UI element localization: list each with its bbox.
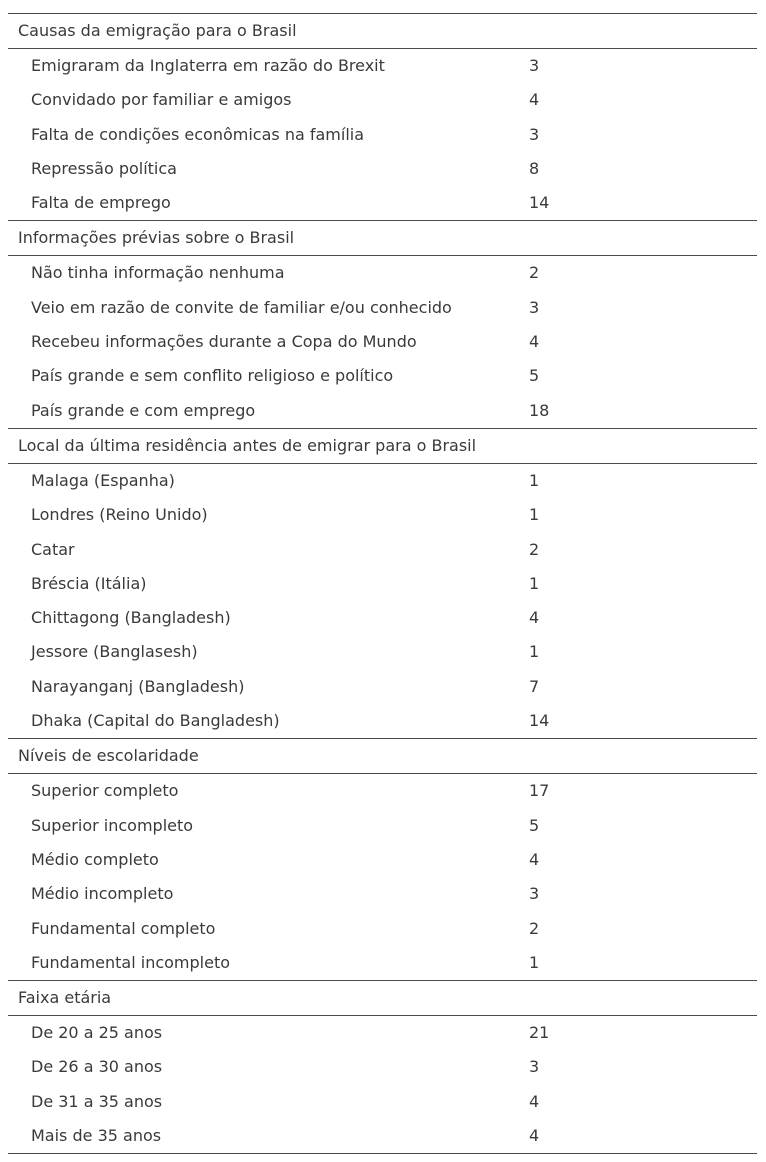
row-label: Narayanganj (Bangladesh) xyxy=(31,676,245,696)
section-rows xyxy=(8,774,757,981)
row-label: De 26 a 30 anos xyxy=(31,1057,163,1077)
row-label: Mais de 35 anos xyxy=(31,1126,162,1146)
row-label: Catar xyxy=(31,539,75,559)
row-value: 1 xyxy=(529,470,540,490)
row-value: 3 xyxy=(529,124,540,144)
row-label: Dhaka (Capital do Bangladesh) xyxy=(31,711,280,731)
row-label: País grande e com emprego xyxy=(31,400,256,420)
table-row xyxy=(8,1016,757,1050)
row-value: 7 xyxy=(529,676,540,696)
table-row xyxy=(8,912,757,946)
row-value: 4 xyxy=(529,90,540,110)
row-label: Bréscia (Itália) xyxy=(31,573,147,593)
table-row xyxy=(8,601,757,635)
row-value: 14 xyxy=(529,711,550,731)
section-header: Informações prévias sobre o Brasil xyxy=(8,221,757,256)
row-label: Malaga (Espanha) xyxy=(31,470,175,490)
table-row xyxy=(8,152,757,186)
table-row xyxy=(8,1085,757,1119)
row-value: 3 xyxy=(529,297,540,317)
section-rows xyxy=(8,464,757,739)
table-row xyxy=(8,498,757,532)
row-label: Recebeu informações durante a Copa do Mundo xyxy=(31,332,417,352)
row-value: 3 xyxy=(529,1057,540,1077)
row-label: Falta de emprego xyxy=(31,193,171,213)
row-value: 1 xyxy=(529,642,540,662)
table-row xyxy=(8,877,757,911)
row-label: Jessore (Banglasesh) xyxy=(31,642,198,662)
row-label: Superior incompleto xyxy=(31,815,194,835)
table-row xyxy=(8,774,757,808)
table-row xyxy=(8,635,757,669)
table-row xyxy=(8,394,757,428)
row-label: Superior completo xyxy=(31,781,179,801)
section-prior-information xyxy=(8,221,757,428)
section-rows xyxy=(8,49,757,221)
table-row xyxy=(8,533,757,567)
section-rows xyxy=(8,1016,757,1154)
section-last-residence xyxy=(8,429,757,739)
table-row xyxy=(8,946,757,980)
data-table xyxy=(8,13,757,1154)
row-label: Fundamental incompleto xyxy=(31,952,231,972)
table-row xyxy=(8,291,757,325)
row-value: 21 xyxy=(529,1023,550,1043)
table-row xyxy=(8,809,757,843)
row-value: 3 xyxy=(529,884,540,904)
table-row xyxy=(8,118,757,152)
row-label: Repressão política xyxy=(31,158,177,178)
table-row xyxy=(8,49,757,83)
table-row xyxy=(8,670,757,704)
row-value: 14 xyxy=(529,193,550,213)
row-value: 4 xyxy=(529,1126,540,1146)
row-value: 2 xyxy=(529,263,540,283)
row-label: País grande e sem conflito religioso e político xyxy=(31,366,394,386)
row-value: 5 xyxy=(529,815,540,835)
table-row xyxy=(8,704,757,738)
table-row xyxy=(8,843,757,877)
row-label: Não tinha informação nenhuma xyxy=(31,263,285,283)
section-emigration-causes xyxy=(8,14,757,221)
table-row xyxy=(8,83,757,117)
table-row xyxy=(8,186,757,220)
section-header: Causas da emigração para o Brasil xyxy=(8,14,757,49)
row-label: Londres (Reino Unido) xyxy=(31,505,208,525)
row-label: De 31 a 35 anos xyxy=(31,1091,163,1111)
table-row xyxy=(8,464,757,498)
row-value: 2 xyxy=(529,918,540,938)
row-value: 5 xyxy=(529,366,540,386)
row-label: Médio incompleto xyxy=(31,884,174,904)
table-row xyxy=(8,325,757,359)
table-row xyxy=(8,359,757,393)
table-row xyxy=(8,567,757,601)
row-label: Emigraram da Inglaterra em razão do Brexit xyxy=(31,56,385,75)
row-label: Fundamental completo xyxy=(31,918,216,938)
table-row xyxy=(8,1119,757,1153)
row-value: 4 xyxy=(529,1091,540,1111)
row-label: De 20 a 25 anos xyxy=(31,1023,163,1043)
row-value: 2 xyxy=(529,539,540,559)
row-value: 3 xyxy=(529,56,540,75)
section-header: Local da última residência antes de emigrar para o Brasil xyxy=(8,429,757,464)
row-label: Chittagong (Bangladesh) xyxy=(31,608,231,628)
row-value: 1 xyxy=(529,952,540,972)
row-value: 4 xyxy=(529,608,540,628)
section-header: Faixa etária xyxy=(8,981,757,1016)
row-value: 4 xyxy=(529,332,540,352)
row-label: Médio completo xyxy=(31,849,159,869)
row-label: Convidado por familiar e amigos xyxy=(31,90,292,110)
table-row xyxy=(8,256,757,290)
row-value: 8 xyxy=(529,158,540,178)
row-label: Falta de condições econômicas na família xyxy=(31,124,365,144)
table-row xyxy=(8,1050,757,1084)
section-header: Níveis de escolaridade xyxy=(8,739,757,774)
row-value: 4 xyxy=(529,849,540,869)
row-value: 17 xyxy=(529,781,550,801)
row-label: Veio em razão de convite de familiar e/ou conhecido xyxy=(31,297,452,317)
section-education-levels xyxy=(8,739,757,981)
row-value: 1 xyxy=(529,573,540,593)
row-value: 1 xyxy=(529,505,540,525)
section-rows xyxy=(8,256,757,428)
row-value: 18 xyxy=(529,400,550,420)
section-age-range xyxy=(8,981,757,1154)
